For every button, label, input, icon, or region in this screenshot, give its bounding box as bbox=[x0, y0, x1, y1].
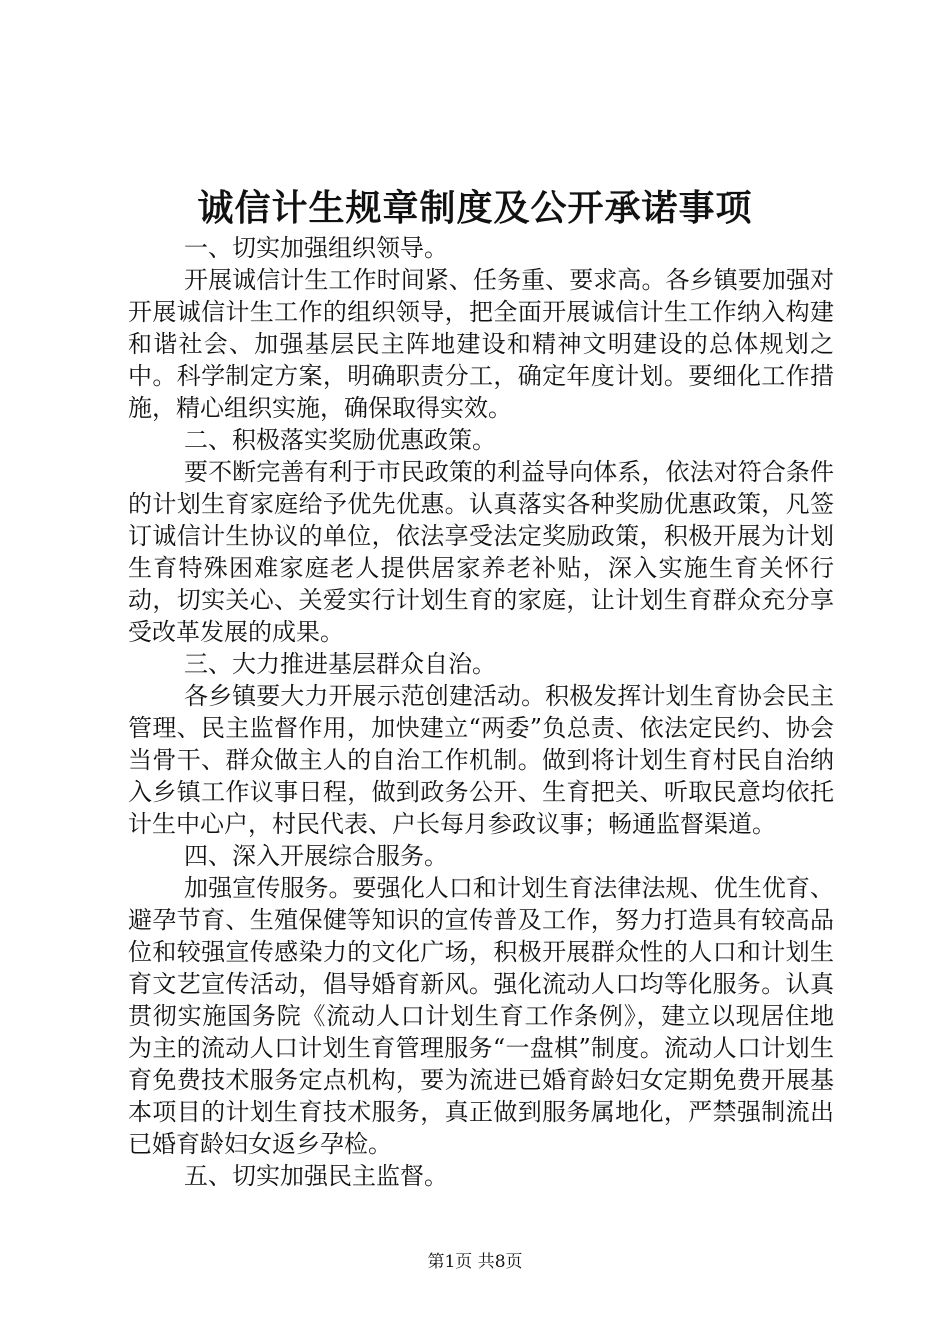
page-number-footer: 第1页 共8页 bbox=[427, 1252, 523, 1272]
section-heading-1: 一、切实加强组织领导。 bbox=[184, 234, 448, 262]
section-heading-3: 三、大力推进基层群众自治。 bbox=[184, 650, 496, 678]
document-body bbox=[128, 232, 834, 1192]
section-heading-5: 五、切实加强民主监督。 bbox=[184, 1162, 448, 1190]
section-heading-2: 二、积极落实奖励优惠政策。 bbox=[184, 426, 496, 454]
section-paragraph-2: 要不断完善有利于市民政策的利益导向体系，依法对符合条件的计划生育家庭给予优先优惠。认真落实各种奖励优惠政策，凡签订诚信计生协议的单位，依法享受法定奖励政策，积极开展为计划生育特殊困难家庭老人提供居家养老补贴，深入实施生育关怀行动，切实关心、关爱实行计划生育的家庭，让计划生育群众充分享受改革发展的成果。 bbox=[128, 458, 834, 646]
section-paragraph-4: 加强宣传服务。要强化人口和计划生育法律法规、优生优育、避孕节育、生殖保健等知识的宣传普及工作，努力打造具有较高品位和较强宣传感染力的文化广场，积极开展群众性的人口和计划生育文艺宣传活动，倡导婚育新风。强化流动人口均等化服务。认真贯彻实施国务院《流动人口计划生育工作条例》，建立以现居住地为主的流动人口计划生育管理服务“一盘棋”制度。流动人口计划生育免费技术服务定点机构，要为流进已婚育龄妇女定期免费开展基本项目的计划生育技术服务，真正做到服务属地化，严禁强制流出已婚育龄妇女返乡孕检。 bbox=[128, 874, 834, 1158]
section-paragraph-1: 开展诚信计生工作时间紧、任务重、要求高。各乡镇要加强对开展诚信计生工作的组织领导，把全面开展诚信计生工作纳入构建和谐社会、加强基层民主阵地建设和精神文明建设的总体规划之中。科学制定方案，明确职责分工，确定年度计划。要细化工作措施，精心组织实施，确保取得实效。 bbox=[128, 266, 834, 422]
section-paragraph-3: 各乡镇要大力开展示范创建活动。积极发挥计划生育协会民主管理、民主监督作用，加快建立“两委”负总责、依法定民约、协会当骨干、群众做主人的自治工作机制。做到将计划生育村民自治纳入乡镇工作议事日程，做到政务公开、生育把关、听取民意均依托计生中心户，村民代表、户长每月参政议事；畅通监督渠道。 bbox=[128, 682, 834, 838]
section-heading-4: 四、深入开展综合服务。 bbox=[184, 842, 448, 870]
document-title: 诚信计生规章制度及公开承诺事项 bbox=[197, 187, 753, 229]
